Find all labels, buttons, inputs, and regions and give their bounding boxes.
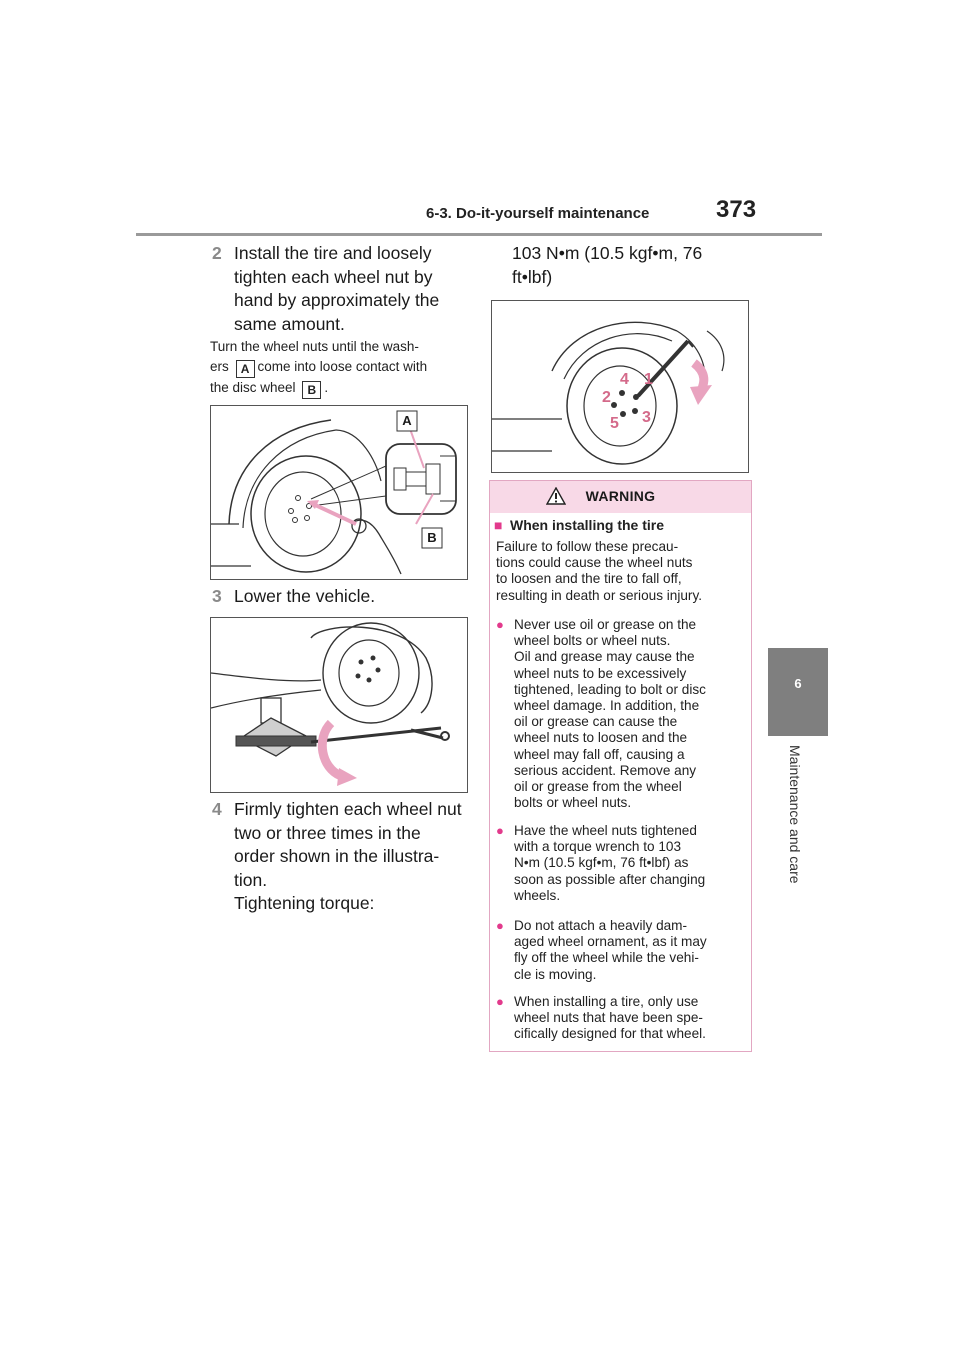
note-line <box>210 357 480 378</box>
note-line: Turn the wheel nuts until the wash- <box>210 339 419 354</box>
bullet-icon: ● <box>496 617 504 632</box>
step-line: Install the tire and loosely <box>234 243 432 263</box>
step-line: same amount. <box>234 313 345 334</box>
label-b-box: B <box>302 381 321 399</box>
step-number: 4 <box>212 799 222 819</box>
bullet-line: Do not attach a heavily dam- <box>514 918 688 933</box>
intro-line: Failure to follow these precau- <box>496 539 679 554</box>
note-fragment: . <box>324 380 329 395</box>
warning-header <box>490 481 751 513</box>
intro-line: resulting in death or serious injury. <box>496 587 703 603</box>
bullet-line: Oil and grease may cause the <box>514 649 695 665</box>
bullet-line: oil or grease can cause the <box>514 714 678 730</box>
lower-vehicle-illustration <box>211 618 467 792</box>
warning-bullet-4 <box>496 994 746 1046</box>
bullet-text <box>514 994 746 1043</box>
torque-value <box>512 242 752 289</box>
chapter-label: Maintenance and care <box>787 745 803 884</box>
chapter-tab <box>768 648 828 736</box>
bullet-line: wheel nuts to be excessively <box>514 665 687 681</box>
bullet-line: wheel bolts or wheel nuts. <box>514 633 671 649</box>
bullet-line: with a torque wrench to 103 <box>514 839 682 855</box>
subhead-text: When installing the tire <box>510 517 665 533</box>
warning-bullet-1 <box>496 617 746 817</box>
bullet-line: oil or grease from the wheel <box>514 779 682 795</box>
step-number: 2 <box>212 243 222 263</box>
order-number-5: 5 <box>610 415 619 432</box>
intro-line: to loosen and the tire to fall off, <box>496 571 682 587</box>
warning-intro <box>496 539 746 604</box>
warning-title: WARNING <box>585 488 656 504</box>
bullet-line: fly off the wheel while the vehi- <box>514 950 699 966</box>
chapter-number: 6 <box>794 676 802 691</box>
step-number: 3 <box>212 586 222 606</box>
step-text <box>234 585 375 609</box>
bullet-line: When installing a tire, only use <box>514 994 699 1009</box>
callout-b: B <box>427 530 437 545</box>
step-2 <box>212 242 482 338</box>
note-text <box>210 337 480 399</box>
step-line: order shown in the illustra- <box>234 846 440 866</box>
step-4 <box>212 798 482 918</box>
note-fragment: come into loose contact with <box>257 359 428 374</box>
bullet-line: Never use oil or grease on the <box>514 617 697 632</box>
note-fragment: ers <box>210 359 229 374</box>
bullet-icon: ● <box>496 994 504 1009</box>
bullet-line: N•m (10.5 kgf•m, 76 ft•lbf) as <box>514 855 689 871</box>
bullet-text <box>514 617 746 811</box>
warning-bullet-2 <box>496 823 746 907</box>
warning-bullet-3 <box>496 918 746 986</box>
torque-line: ft•lbf) <box>512 266 553 287</box>
bullet-line: soon as possible after changing <box>514 871 706 887</box>
step-line: tion. <box>234 869 268 890</box>
bullet-line: wheels. <box>514 887 561 903</box>
subhead-marker: ■ <box>494 517 503 533</box>
bullet-line: aged wheel ornament, as it may <box>514 934 707 950</box>
step-text <box>234 242 439 336</box>
step-line: Lower the vehicle. <box>234 586 376 606</box>
figure-install-nut <box>210 405 468 580</box>
bullet-line: wheel damage. In addition, the <box>514 698 700 714</box>
bullet-line: wheel nuts that have been spe- <box>514 1010 703 1026</box>
bullet-line: Have the wheel nuts tightened <box>514 823 697 838</box>
order-number-3: 3 <box>642 409 651 426</box>
label-a-box: A <box>236 360 255 378</box>
warning-box <box>489 480 752 1052</box>
chapter-label-wrap <box>787 745 807 925</box>
order-number-1: 1 <box>644 371 653 388</box>
bullet-line: bolts or wheel nuts. <box>514 795 632 811</box>
install-nut-illustration <box>211 406 467 579</box>
order-number-4: 4 <box>620 371 629 388</box>
step-text <box>234 798 462 916</box>
bullet-line: tightened, leading to bolt or disc <box>514 681 706 697</box>
torque-line: 103 N•m (10.5 kgf•m, 76 <box>512 243 703 263</box>
bullet-text <box>514 823 746 904</box>
step-line: two or three times in the <box>234 822 421 843</box>
step-3 <box>212 585 482 609</box>
figure-tightening-order <box>491 300 749 473</box>
step-line: hand by approximately the <box>234 290 440 310</box>
order-number-2: 2 <box>602 389 611 406</box>
bullet-icon: ● <box>496 823 504 838</box>
step-line: tighten each wheel nut by <box>234 266 433 287</box>
bullet-line: wheel may fall off, causing a <box>514 746 685 762</box>
bullet-line: cle is moving. <box>514 966 597 982</box>
step-line: Firmly tighten each wheel nut <box>234 799 462 819</box>
bullet-text <box>514 918 746 983</box>
figure-lower-vehicle <box>210 617 468 793</box>
bullet-line: serious accident. Remove any <box>514 762 697 778</box>
note-fragment: the disc wheel <box>210 380 296 395</box>
section-title: 6-3. Do-it-yourself maintenance <box>426 205 650 222</box>
intro-line: tions could cause the wheel nuts <box>496 555 693 571</box>
page-number: 373 <box>716 196 757 223</box>
note-line <box>210 378 480 399</box>
header-divider <box>136 233 822 236</box>
bullet-line: wheel nuts to loosen and the <box>514 730 688 746</box>
bullet-line: cifically designed for that wheel. <box>514 1026 706 1042</box>
step-line: Tightening torque: <box>234 893 375 913</box>
bullet-icon: ● <box>496 918 504 933</box>
callout-a: A <box>402 413 412 428</box>
